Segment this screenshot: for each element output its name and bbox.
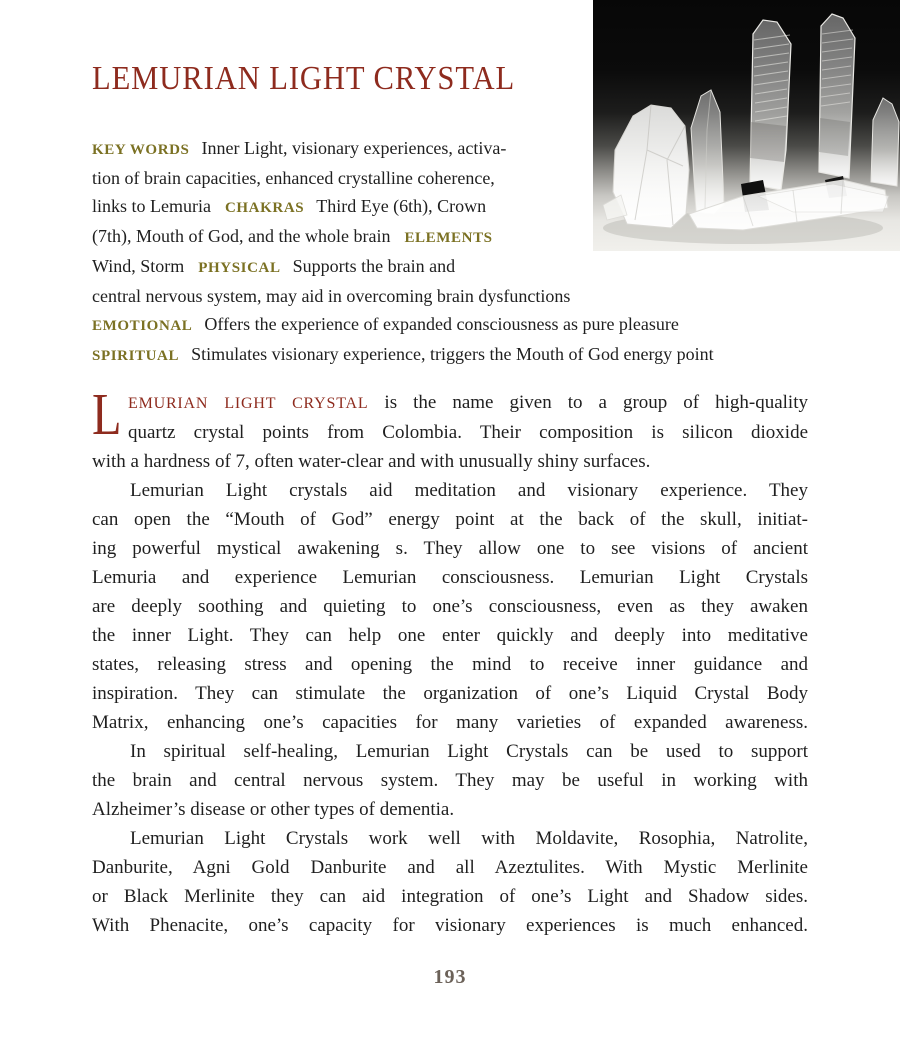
paragraph (92, 381, 808, 476)
paragraph (92, 476, 808, 737)
text-line: quartz crystal points from Colombia. Their composition is silicon dioxide (128, 422, 808, 443)
paragraph (92, 824, 808, 940)
text-line: Lemuria and experience Lemurian consciousness. Lemurian Light Crystals (92, 567, 808, 588)
attribute-text: Supports the brain and (292, 256, 456, 276)
text-line: are deeply soothing and quieting to one’s consciousness, even as they awaken (92, 596, 808, 617)
text-line: ing powerful mystical awakening s. They allow one to see visions of ancient (92, 538, 808, 559)
attribute-text: (7th), Mouth of God, and the whole brain (92, 226, 391, 246)
paragraph (92, 737, 808, 824)
attributes-line (92, 134, 832, 164)
text-line: With Phenacite, one’s capacity for visionary experiences is much enhanced. (92, 915, 808, 936)
attribute-text: Offers the experience of expanded consciousness as pure pleasure (204, 314, 679, 334)
body-text (92, 381, 808, 940)
attribute-label: SPIRITUAL (92, 348, 180, 364)
text-line: EMURIAN LIGHT CRYSTAL is the name given to a group of high-quality (128, 392, 808, 413)
attribute-text: Inner Light, visionary experiences, activa- (201, 138, 507, 158)
page-number: 193 (433, 966, 467, 988)
attributes-line (92, 340, 832, 370)
attributes-line (92, 164, 832, 192)
attributes-block (92, 134, 832, 370)
text-line: can open the “Mouth of God” energy point at the back of the skull, initiat- (92, 509, 808, 530)
attribute-text: Third Eye (6th), Crown (316, 196, 487, 216)
text-line: Alzheimer’s disease or other types of dementia. (92, 799, 455, 820)
attribute-text: central nervous system, may aid in overcoming brain dysfunctions (92, 286, 571, 306)
text-line: inspiration. They can stimulate the organization of one’s Liquid Crystal Body (92, 683, 808, 704)
text-line: Danburite, Agni Gold Danburite and all Azeztulites. With Mystic Merlinite (92, 857, 808, 878)
attribute-label: CHAKRAS (224, 200, 305, 216)
attributes-line (92, 222, 832, 252)
text-line: the inner Light. They can help one enter quickly and deeply into meditative (92, 625, 808, 646)
text-line: Lemurian Light crystals aid meditation and visionary experience. They (130, 480, 808, 501)
attribute-text: Stimulates visionary experience, triggers the Mouth of God energy point (191, 344, 714, 364)
drop-cap: L (92, 381, 122, 447)
text-line: or Black Merlinite they can aid integration of one’s Light and Shadow sides. (92, 886, 808, 907)
text-line: the brain and central nervous system. They may be useful in working with (92, 770, 808, 791)
attributes-line (92, 192, 832, 222)
attribute-label: ELEMENTS (404, 230, 493, 246)
text-line: Matrix, enhancing one’s capacities for many varieties of expanded awareness. (92, 712, 808, 733)
text-line: In spiritual self-healing, Lemurian Light Crystals can be used to support (130, 741, 808, 762)
attribute-text: links to Lemuria (92, 196, 211, 216)
attributes-line (92, 282, 832, 310)
attribute-text: tion of brain capacities, enhanced crystalline coherence, (92, 168, 495, 188)
attribute-label: PHYSICAL (198, 260, 281, 276)
attributes-line (92, 252, 832, 282)
lead-small-caps: EMURIAN LIGHT CRYSTAL (128, 395, 369, 412)
attribute-text: Wind, Storm (92, 256, 185, 276)
attributes-line (92, 310, 832, 340)
attribute-label: EMOTIONAL (92, 318, 193, 334)
crystal-far-right-point (871, 98, 899, 186)
page-title: LEMURIAN LIGHT CRYSTAL (92, 60, 516, 97)
attribute-label: KEY WORDS (92, 142, 190, 158)
text-line: Lemurian Light Crystals work well with Moldavite, Rosophia, Natrolite, (130, 828, 808, 849)
text-line: with a hardness of 7, often water-clear and with unusually shiny surfaces. (92, 451, 651, 472)
text-line: states, releasing stress and opening the mind to receive inner guidance and (92, 654, 808, 675)
